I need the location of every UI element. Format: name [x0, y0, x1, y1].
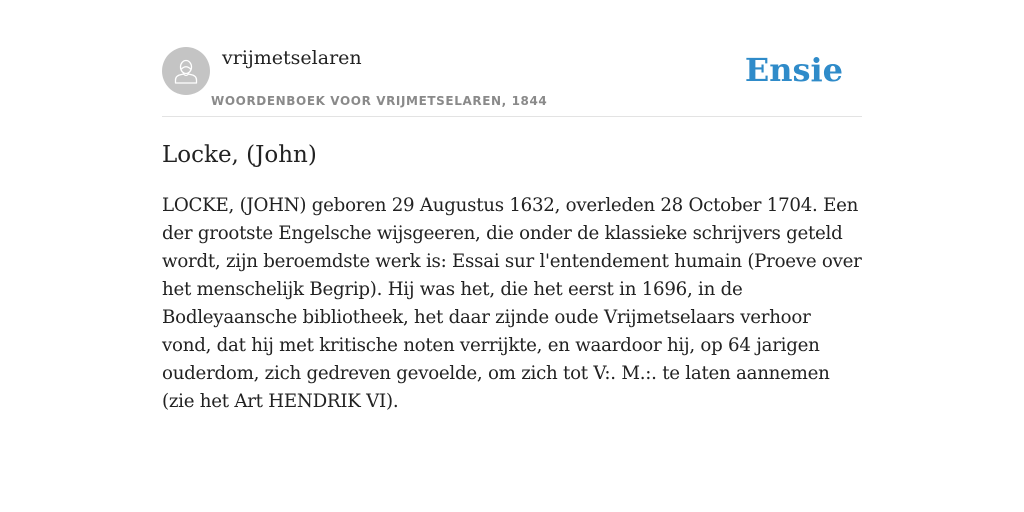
- article-title: Locke, (John): [162, 142, 317, 168]
- page-header: [162, 0, 862, 117]
- author-avatar[interactable]: [162, 47, 210, 95]
- page-container: [162, 0, 862, 412]
- author-name[interactable]: vrijmetselaren: [222, 47, 362, 69]
- brand-logo[interactable]: Ensie: [744, 51, 843, 89]
- user-icon: [162, 47, 210, 95]
- source-title[interactable]: WOORDENBOEK VOOR VRIJMETSELAREN, 1844: [211, 94, 548, 108]
- article-body: LOCKE, (JOHN) geboren 29 Augustus 1632, overleden 28 October 1704. Een der grootste Engelsche wijsgeeren, die onder de klassieke schrijvers geteld wordt, zijn beroemdste werk is: Essai sur l'entendement humain (Proeve over het menschelijk Begrip). Hij was het, die het eerst in 1696, in de Bodleyaansche bibliotheek, het daar zijnde oude Vrijmetselaars verhoor vond, dat hij met kritische noten verrijkte, en waardoor hij, op 64 jarigen ouderdom, zich gedreven gevoelde, om zich tot V:. M.:. te laten aannemen (zie het Art HENDRIK VI).: [162, 195, 862, 412]
